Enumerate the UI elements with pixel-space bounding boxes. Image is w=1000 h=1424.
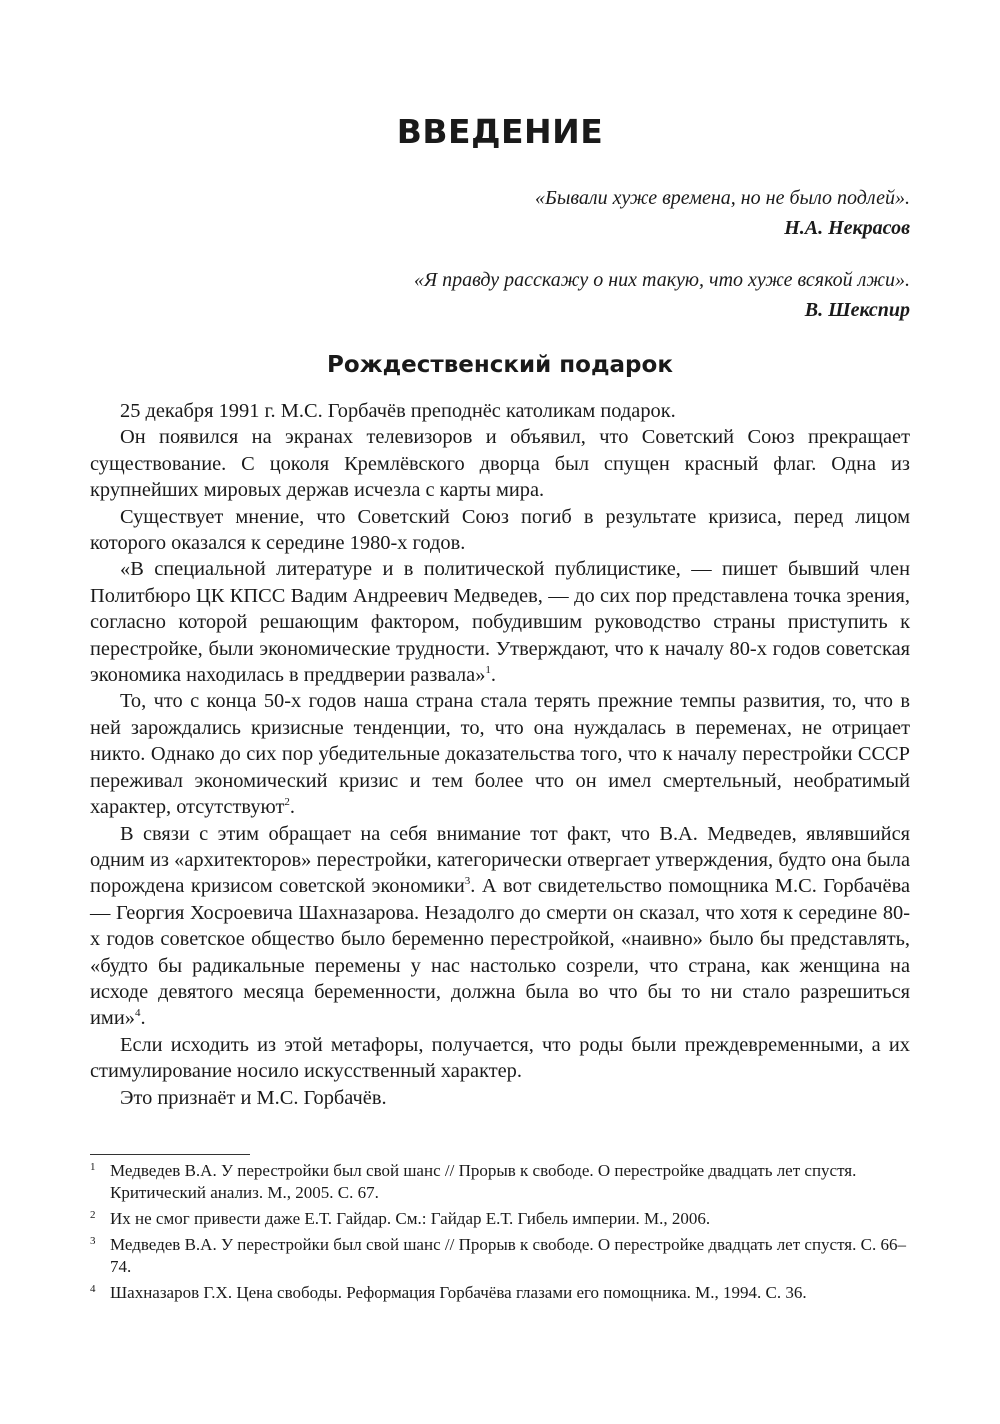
footnote-text: Медведев В.А. У перестройки был свой шанс // Прорыв к свободе. О перестройке двадцать лет спустя. Критический анализ. М., 2005. С. 67. — [110, 1161, 857, 1202]
epigraph-author: Н.А. Некрасов — [784, 217, 910, 239]
epigraph — [414, 265, 910, 325]
paragraph-text: Существует мнение, что Советский Союз погиб в результате кризиса, перед лицом которого оказался к середине 1980-х годов. — [90, 505, 910, 555]
paragraph-text: . — [289, 796, 296, 819]
footnote — [90, 1160, 910, 1204]
body-text — [90, 398, 910, 1111]
paragraph — [90, 688, 910, 820]
footnote-ref[interactable]: 4 — [134, 1007, 141, 1020]
epigraph-quote: «Я правду расскажу о них такую, что хуже всякой лжи». — [413, 269, 910, 291]
footnote-number: 4 — [90, 1283, 96, 1295]
epigraph-quote: «Бывали хуже времена, но не было подлей». — [535, 187, 910, 209]
footnote-number: 3 — [90, 1235, 96, 1247]
footnote — [90, 1282, 910, 1304]
footnote-number: 2 — [90, 1209, 96, 1221]
paragraph-text: . — [140, 1007, 146, 1030]
chapter-title: ВВЕДЕНИЕ — [396, 112, 604, 151]
paragraph-text: «В специальной литературе и в политической публицистике, — пишет бывший член Политбюро ЦК КПСС Вадим Андреевич Медведев, — до сих пор представлена точка зрения, согласно которой решающим фактором, побудившим руководство страны приступить к перестройке, были экономические трудности. Утверждают, что к началу 80-х годов советская экономика находилась в преддверии развала» — [90, 558, 910, 687]
paragraph-text: . — [490, 664, 497, 687]
paragraph — [90, 821, 910, 1032]
paragraph — [90, 1032, 910, 1085]
epigraph-author: В. Шекспир — [804, 299, 910, 321]
epigraph — [535, 183, 910, 243]
paragraph — [90, 556, 910, 688]
paragraph-text: В связи с этим обращает на себя внимание тот факт, что В.А. Медведев, являвшийся одним из «архитекторов» перестройки, категорически отвергает утверждения, будто она была порождена кризисом советской экономики — [90, 822, 910, 898]
paragraph-text: Это признаёт и М.С. Горбачёв. — [120, 1086, 387, 1109]
footnote — [90, 1208, 910, 1230]
paragraph-text: Он появился на экранах телевизоров и объявил, что Советский Союз прекращает существование. С цоколя Кремлёвского дворца был спущен красный флаг. Одна из крупнейших мировых держав исчезла с карты мира. — [90, 426, 910, 502]
footnote-divider — [90, 1154, 250, 1155]
section-title: Рождественский подарок — [327, 352, 673, 378]
footnotes — [90, 1160, 910, 1308]
paragraph-text: То, что с конца 50-х годов наша страна стала терять прежние темпы развития, то, что в ней зарождались кризисные тенденции, то, что она нуждалась в переменах, не отрицает никто. Однако до сих пор убедительные доказательства того, что к началу перестройки СССР переживал экономический кризис и тем более что он имел смертельный, необратимый характер, отсутствуют — [90, 690, 910, 819]
paragraph-text: Если исходить из этой метафоры, получается, что роды были преждевременными, а их стимулирование носило искусственный характер. — [90, 1033, 910, 1083]
footnote-text: Медведев В.А. У перестройки был свой шанс // Прорыв к свободе. О перестройке двадцать лет спустя. С. 66–74. — [110, 1235, 906, 1276]
paragraph-text: . А вот свидетельство помощника М.С. Горбачёва — Георгия Хосроевича Шахназарова. Незадолго до смерти он сказал, что хотя к середине 80-х годов советское общество было беременно перестройкой, «наивно» было бы представлять, «будто бы радикальные перемены у нас настолько созрели, что страна, как женщина на исходе девятого месяца беременности, должна была во что бы то ни стало разрешиться ими» — [90, 875, 910, 1030]
footnote-text: Их не смог привести даже Е.Т. Гайдар. См.: Гайдар Е.Т. Гибель империи. М., 2006. — [110, 1209, 711, 1228]
paragraph — [90, 1085, 910, 1111]
paragraph — [90, 504, 910, 557]
footnote — [90, 1234, 910, 1278]
footnote-ref[interactable]: 1 — [485, 664, 491, 677]
paragraph — [90, 424, 910, 503]
footnote-number: 1 — [90, 1161, 96, 1173]
footnote-text: Шахназаров Г.Х. Цена свободы. Реформация Горбачёва глазами его помощника. М., 1994. С. 36. — [110, 1283, 807, 1302]
footnote-ref[interactable]: 3 — [464, 875, 471, 888]
paragraph-text: 25 декабря 1991 г. М.С. Горбачёв преподнёс католикам подарок. — [120, 400, 676, 422]
footnote-ref[interactable]: 2 — [284, 796, 290, 809]
paragraph — [90, 398, 910, 424]
